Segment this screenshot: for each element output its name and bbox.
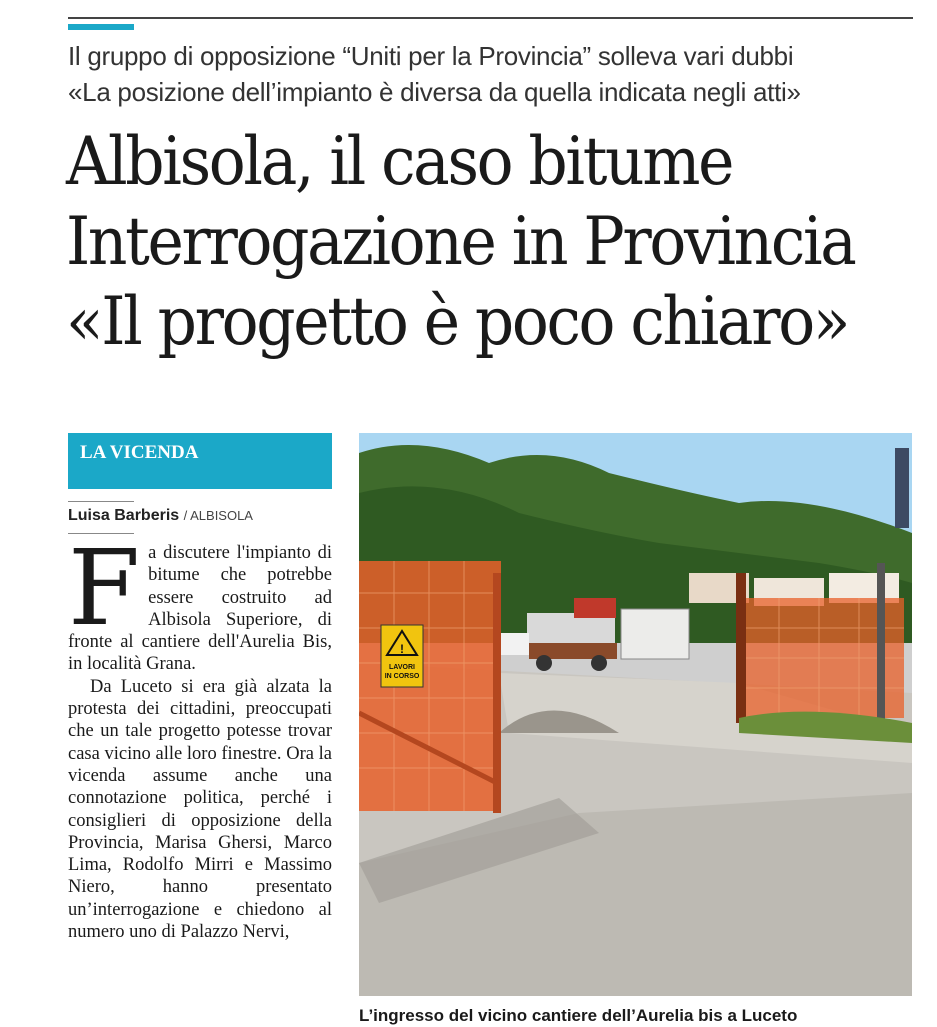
kicker xyxy=(68,38,918,110)
photo-car xyxy=(499,633,529,655)
photo-truck-wheel xyxy=(536,655,552,671)
photo-pole xyxy=(877,563,885,723)
headline xyxy=(66,122,866,362)
photo-truck-wheel xyxy=(591,655,607,671)
kicker-line-1: Il gruppo di opposizione “Uniti per la Provincia” solleva vari dubbi xyxy=(68,41,794,71)
article-body xyxy=(68,542,332,1023)
byline-rule xyxy=(68,501,134,502)
article-paragraph-2: Da Luceto si era già alzata la protesta dei cittadini, preoccupati che un tale progetto potesse trovar casa vicino alle loro finestre. Ora la vicenda assume anche una connotazione politica, perché i consiglieri di opposizione della Provincia, Marisa Ghersi, Marco Lima, Rodolfo Mirri e Massimo Niero, hanno presentato un’interrogazione e chiedono al numero uno di Palazzo Nervi, xyxy=(68,676,332,943)
article-photo xyxy=(359,433,912,996)
headline-line-1: Albisola, il caso bitume xyxy=(66,123,733,200)
sign-text-line-1: LAVORI xyxy=(389,664,415,671)
section-accent-bar xyxy=(68,24,134,30)
drop-cap: F xyxy=(68,542,141,649)
photo-road-sign xyxy=(895,448,909,528)
headline-line-3: «Il progetto è poco chiaro» xyxy=(66,283,849,360)
section-box-label: LA VICENDA xyxy=(68,433,332,489)
article-paragraph-1-text: a discutere l'impianto di bitume che potrebbe essere costruito ad Albisola Superiore, di fronte al cantiere dell'Aurelia Bis, in località Grana. xyxy=(68,543,332,675)
byline xyxy=(68,507,253,525)
top-rule xyxy=(68,17,913,19)
construction-site-illustration xyxy=(359,433,912,996)
photo-fence-post xyxy=(493,573,501,813)
byline-author: Luisa Barberis xyxy=(68,507,180,524)
photo-gate-post xyxy=(736,573,746,723)
article-paragraph-1 xyxy=(68,542,332,676)
kicker-line-2: «La posizione dell’impianto è diversa da quella indicata negli atti» xyxy=(68,77,801,107)
headline-line-2: Interrogazione in Provincia xyxy=(66,203,855,280)
photo-caption: L’ingresso del vicino cantiere dell’Aurelia bis a Luceto xyxy=(359,1006,798,1025)
photo-site-cabin xyxy=(621,609,689,659)
photo-truck-crane xyxy=(574,598,616,618)
sign-text-line-2: IN CORSO xyxy=(384,673,420,680)
byline-place: / ALBISOLA xyxy=(183,508,253,523)
byline-rule-bottom xyxy=(68,533,134,534)
warning-exclamation-icon: ! xyxy=(400,642,404,656)
